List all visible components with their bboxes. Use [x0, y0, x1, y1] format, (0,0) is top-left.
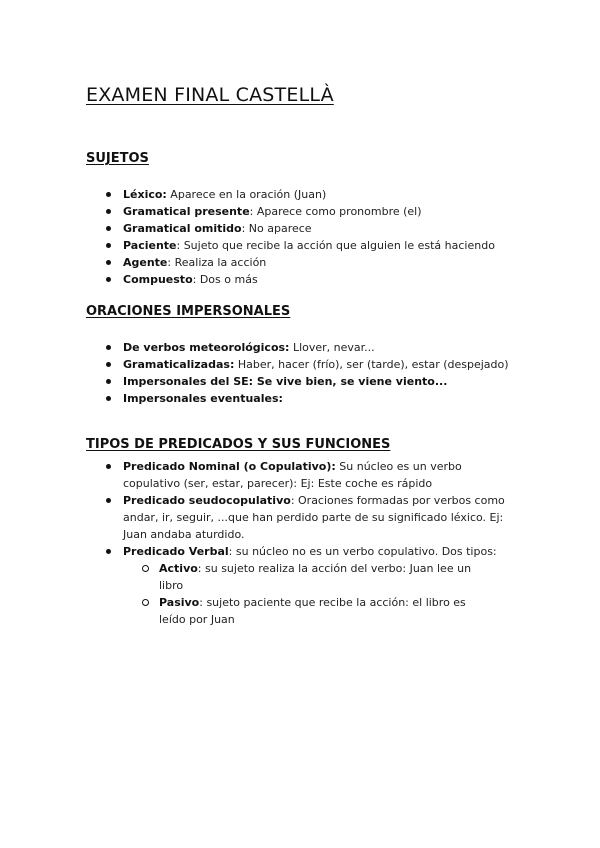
item-term: Predicado seudocopulativo — [123, 494, 291, 507]
item-desc: : Realiza la acción — [167, 256, 267, 269]
list-item — [0, 203, 520, 220]
item-desc: Aparece en la oración (Juan) — [166, 188, 327, 201]
item-desc: : sujeto paciente que recibe la acción: el libro es leído por Juan — [159, 596, 466, 626]
item-term: Impersonales del SE: Se vive bien, se viene viento... — [123, 375, 448, 388]
impersonales-list — [0, 339, 520, 407]
item-term: Pasivo — [159, 596, 200, 609]
item-desc: : Dos o más — [192, 273, 258, 286]
list-item — [0, 373, 520, 390]
item-term: Impersonales eventuales: — [123, 392, 283, 405]
item-term: Predicado Nominal (o Copulativo): — [123, 460, 336, 473]
list-item — [0, 356, 520, 373]
list-item — [0, 237, 520, 254]
list-item — [0, 254, 520, 271]
list-item — [0, 271, 520, 288]
item-term: Compuesto — [123, 273, 193, 286]
list-item — [0, 543, 515, 628]
item-desc: : Oraciones formadas por verbos como andar, ir, seguir, ...que han perdido parte de su significado léxico. Ej: Juan andaba aturdido. — [123, 494, 505, 541]
item-term: De verbos meteorológicos: — [123, 341, 290, 354]
section-heading-oraciones-impersonales: ORACIONES IMPERSONALES — [86, 304, 291, 319]
list-item — [0, 492, 515, 543]
predicado-verbal-sublist — [123, 560, 515, 628]
item-term: Agente — [123, 256, 168, 269]
item-desc: : No aparece — [241, 222, 312, 235]
list-item — [0, 220, 520, 237]
sub-list-item — [123, 594, 489, 628]
sujetos-list — [0, 186, 520, 288]
item-term: Gramatical omitido — [123, 222, 242, 235]
item-desc: : su sujeto realiza la acción del verbo: Juan lee un libro — [159, 562, 472, 592]
item-desc: : Sujeto que recibe la acción que alguien le está haciendo — [176, 239, 495, 252]
list-item — [0, 390, 520, 407]
item-desc: : su núcleo no es un verbo copulativo. Dos tipos: — [228, 545, 497, 558]
section-heading-sujetos: SUJETOS — [86, 151, 149, 166]
item-term: Léxico: — [123, 188, 167, 201]
sub-list-item — [123, 560, 489, 594]
item-desc: Haber, hacer (frío), ser (tarde), estar (despejado) — [234, 358, 509, 371]
item-term: Paciente — [123, 239, 177, 252]
item-term: Gramatical presente — [123, 205, 250, 218]
item-term: Predicado Verbal — [123, 545, 229, 558]
item-term: Gramaticalizadas: — [123, 358, 235, 371]
section-heading-tipos-de-predicados: TIPOS DE PREDICADOS Y SUS FUNCIONES — [86, 437, 391, 452]
page-title: EXAMEN FINAL CASTELLÀ — [86, 84, 334, 106]
list-item — [0, 339, 520, 356]
item-desc: Su núcleo es un verbo copulativo (ser, estar, parecer): Ej: Este coche es rápido — [123, 460, 462, 490]
list-item — [0, 458, 515, 492]
item-desc: : Aparece como pronombre (el) — [249, 205, 422, 218]
list-item — [0, 186, 520, 203]
item-term: Activo — [159, 562, 198, 575]
predicados-list — [0, 458, 520, 628]
item-desc: Llover, nevar... — [289, 341, 375, 354]
